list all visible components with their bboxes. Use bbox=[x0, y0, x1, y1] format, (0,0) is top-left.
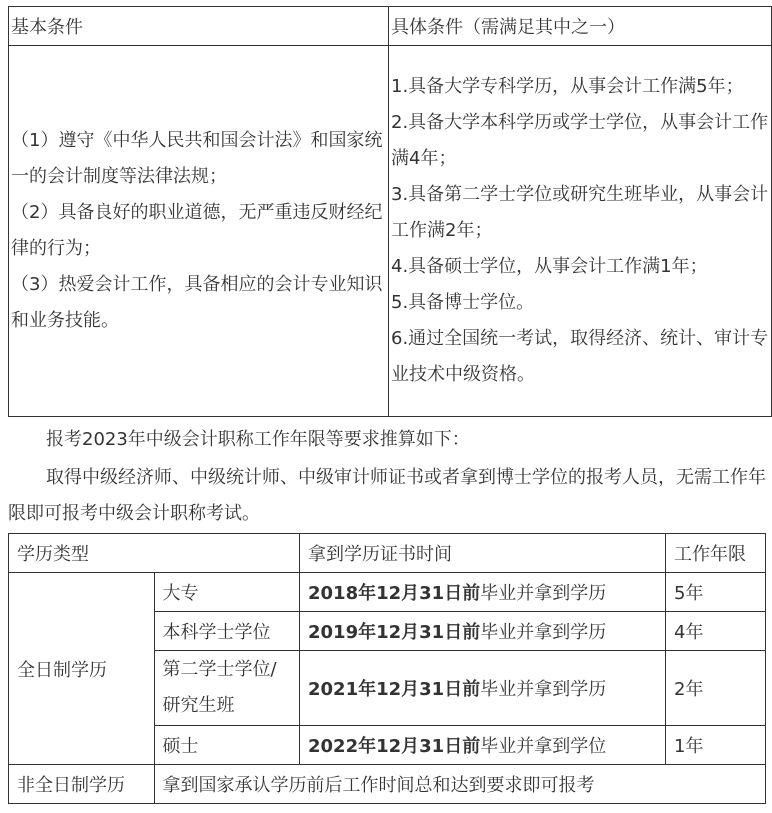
specific-conditions-cell bbox=[389, 46, 772, 417]
date-cell bbox=[300, 573, 666, 612]
specific-condition-2: 2.具备大学本科学历或学士学位，从事会计工作满4年； bbox=[391, 112, 769, 169]
degree-cell: 本科学士学位 bbox=[154, 612, 300, 651]
note-paragraph: 取得中级经济师、中级统计师、中级审计师证书或者拿到博士学位的报考人员，无需工作年限即可报考中级会计职称考试。 bbox=[8, 467, 766, 524]
table-row bbox=[9, 573, 766, 612]
date-cell bbox=[300, 651, 666, 726]
deadline-suffix: 毕业并拿到学历 bbox=[480, 583, 607, 604]
deadline-date: 2022年12月31日前 bbox=[308, 736, 481, 757]
deadline-suffix: 毕业并拿到学历 bbox=[480, 679, 607, 700]
date-cell bbox=[300, 726, 666, 765]
header-cert-time: 拿到学历证书时间 bbox=[300, 534, 666, 573]
basic-conditions-cell bbox=[9, 46, 389, 417]
header-specific: 具体条件（需满足其中之一） bbox=[389, 7, 772, 46]
basic-condition-1: （1）遵守《中华人民共和国会计法》和国家统一的会计制度等法律法规； bbox=[11, 130, 383, 187]
degree-cell: 大专 bbox=[154, 573, 300, 612]
conditions-table bbox=[8, 6, 772, 417]
years-header-row bbox=[9, 534, 766, 573]
basic-condition-3: （3）热爱会计工作，具备相应的会计专业知识和业务技能。 bbox=[11, 274, 383, 331]
years-cell: 2年 bbox=[666, 651, 766, 726]
basic-condition-2: （2）具备良好的职业道德，无严重违反财经纪律的行为； bbox=[11, 202, 383, 259]
parttime-row bbox=[9, 765, 766, 804]
deadline-suffix: 毕业并拿到学历 bbox=[480, 622, 607, 643]
conditions-body-row bbox=[9, 46, 772, 417]
years-cell: 1年 bbox=[666, 726, 766, 765]
degree-cell: 硕士 bbox=[154, 726, 300, 765]
specific-condition-6: 6.通过全国统一考试，取得经济、统计、审计专业技术中级资格。 bbox=[391, 328, 769, 385]
deadline-date: 2018年12月31日前 bbox=[308, 583, 481, 604]
intro-paragraph: 报考2023年中级会计职称工作年限等要求推算如下： bbox=[46, 429, 470, 450]
conditions-header-row bbox=[9, 7, 772, 46]
parttime-text: 拿到国家承认学历前后工作时间总和达到要求即可报考 bbox=[154, 765, 766, 804]
deadline-date: 2019年12月31日前 bbox=[308, 622, 481, 643]
years-cell: 5年 bbox=[666, 573, 766, 612]
parttime-label: 非全日制学历 bbox=[9, 765, 155, 804]
header-degree-type: 学历类型 bbox=[9, 534, 300, 573]
work-years-table bbox=[8, 533, 766, 804]
header-work-years: 工作年限 bbox=[666, 534, 766, 573]
fulltime-label: 全日制学历 bbox=[9, 573, 155, 765]
specific-condition-5: 5.具备博士学位。 bbox=[391, 292, 535, 313]
deadline-suffix: 毕业并拿到学位 bbox=[480, 736, 607, 757]
degree-cell: 第二学士学位/研究生班 bbox=[154, 651, 300, 726]
years-cell: 4年 bbox=[666, 612, 766, 651]
specific-condition-3: 3.具备第二学士学位或研究生班毕业，从事会计工作满2年； bbox=[391, 184, 769, 241]
date-cell bbox=[300, 612, 666, 651]
specific-condition-4: 4.具备硕士学位，从事会计工作满1年； bbox=[391, 256, 708, 277]
header-basic: 基本条件 bbox=[9, 7, 389, 46]
specific-condition-1: 1.具备大学专科学历，从事会计工作满5年； bbox=[391, 76, 744, 97]
deadline-date: 2021年12月31日前 bbox=[308, 679, 481, 700]
